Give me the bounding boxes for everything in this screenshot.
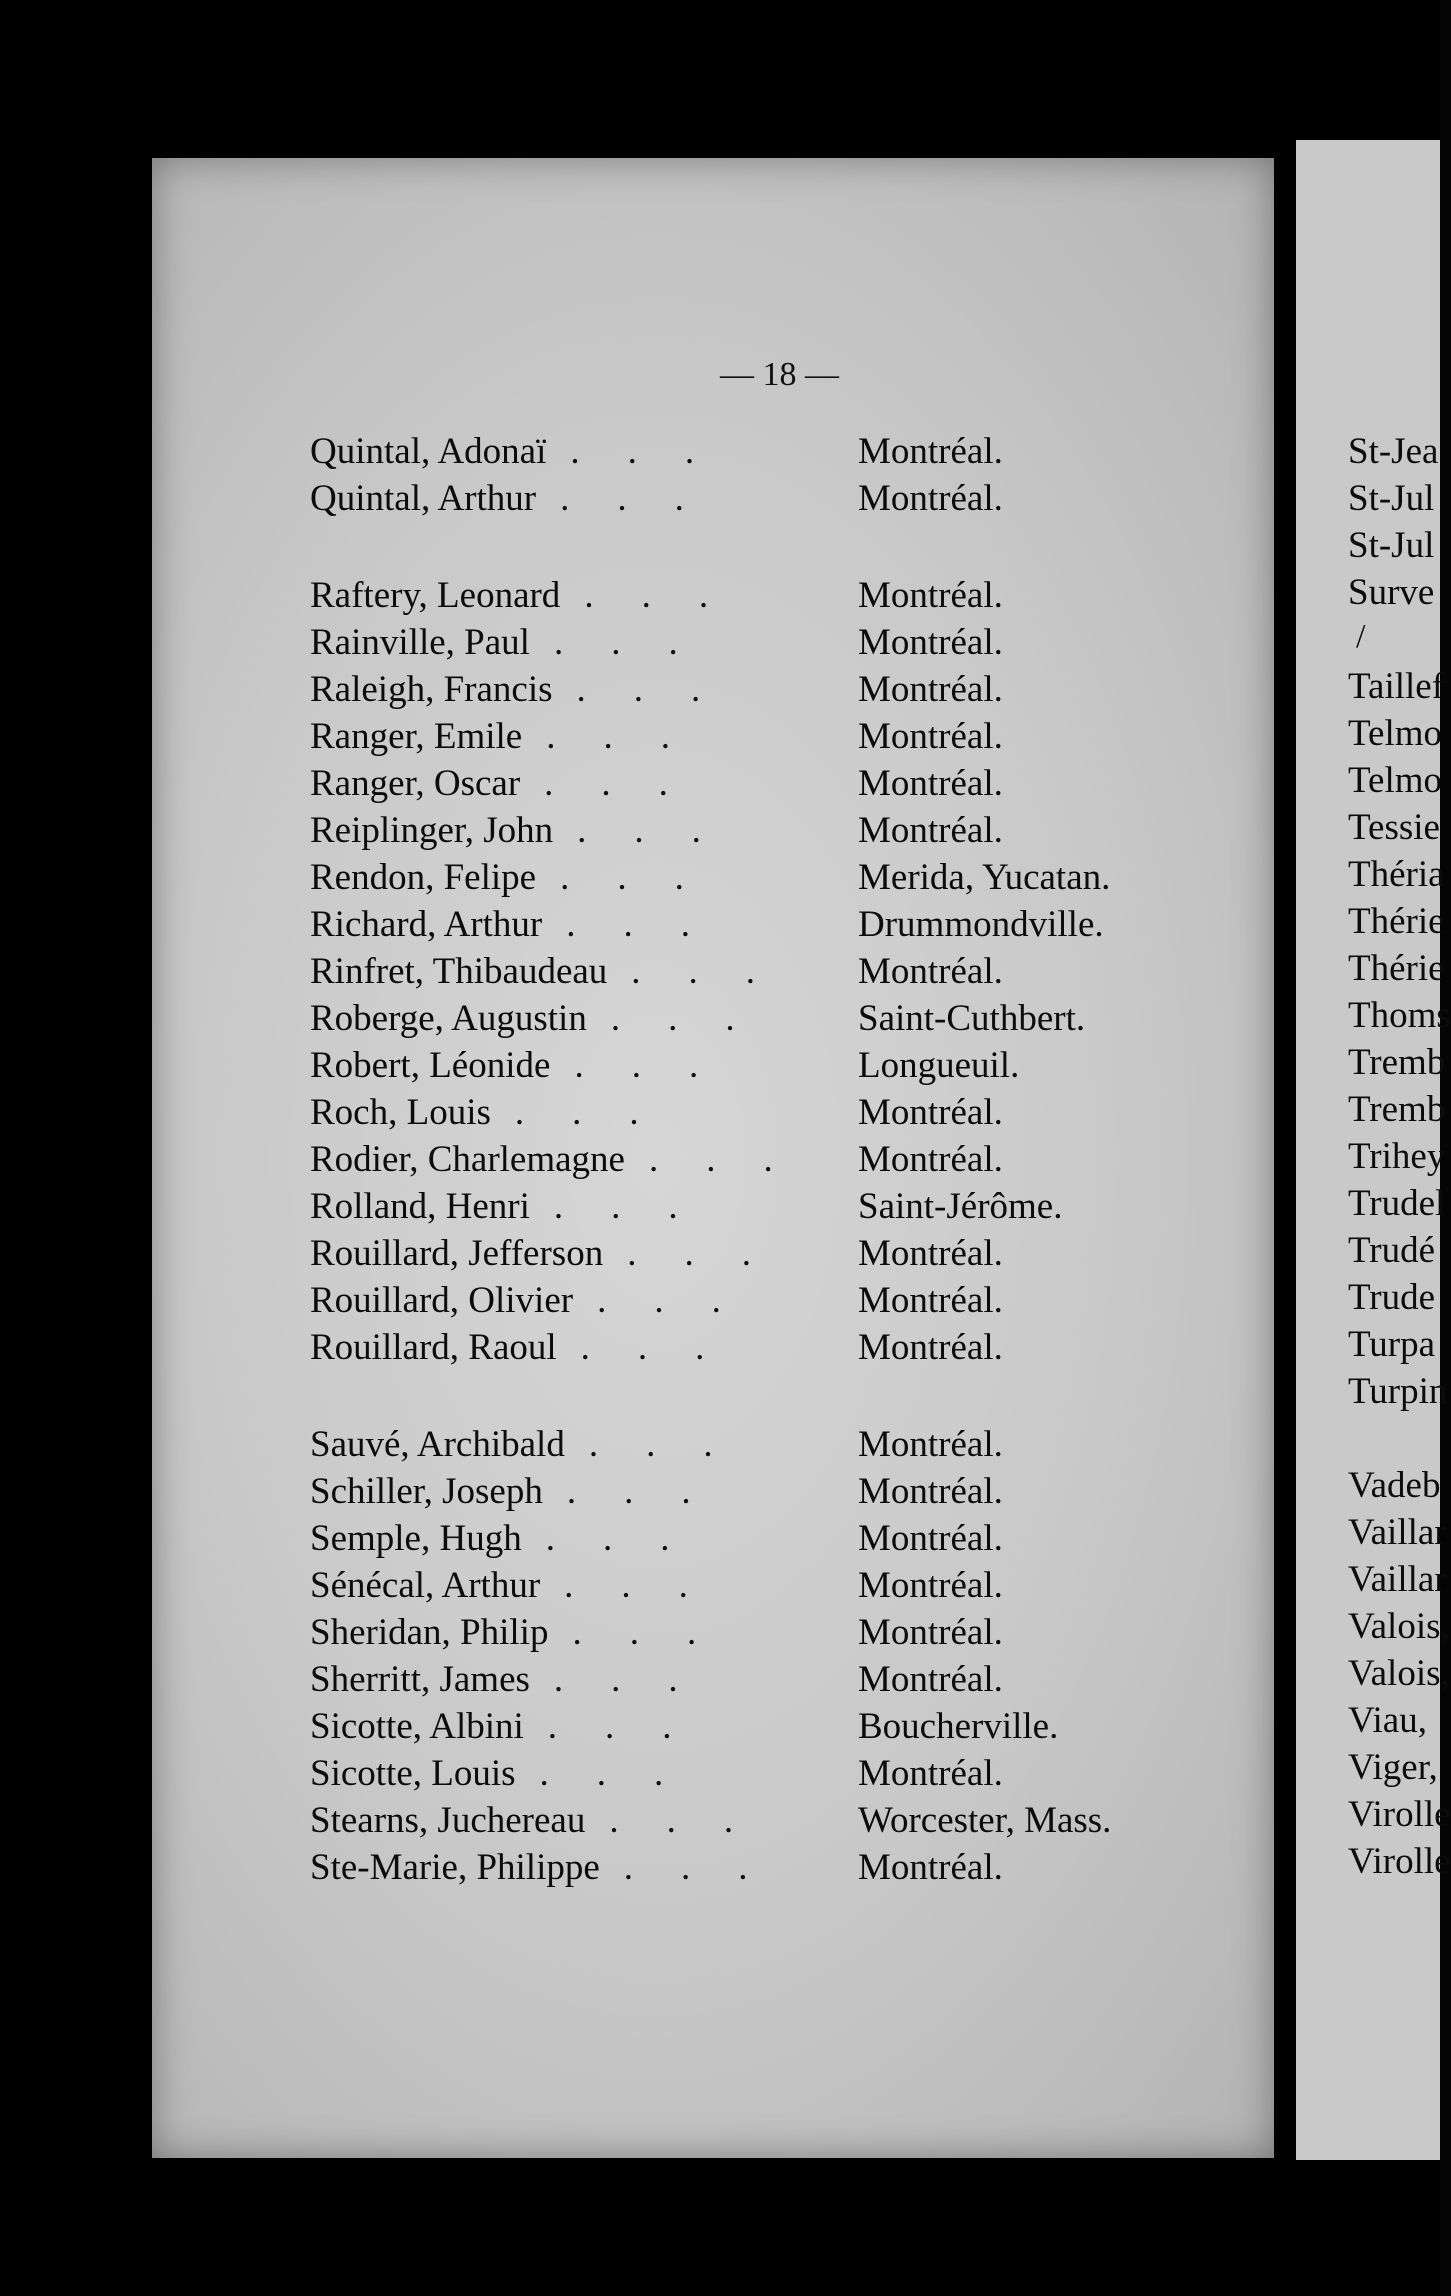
entry-name: Ranger, Emile — [310, 716, 523, 757]
entry-place: Montréal. — [858, 1233, 1003, 1274]
entry-place: Montréal. — [858, 763, 1003, 804]
adjacent-line: Telmo — [1348, 760, 1442, 801]
list-item — [310, 1752, 1240, 1799]
entry-place: Montréal. — [858, 1565, 1003, 1606]
entry-place: Montréal. — [858, 1753, 1003, 1794]
book-gutter — [1274, 140, 1296, 2160]
adjacent-line: Trudel — [1348, 1183, 1446, 1224]
adjacent-line: Turpa — [1348, 1324, 1436, 1365]
entry-place: Montréal. — [858, 1847, 1003, 1888]
list-item — [310, 1279, 1240, 1326]
entry-name: Raleigh, Francis — [310, 669, 553, 710]
dot-leader: ... — [574, 1045, 747, 1086]
entry-name: Stearns, Juchereau — [310, 1800, 586, 1841]
adjacent-line: Telmo — [1348, 713, 1442, 754]
list-item — [310, 950, 1240, 997]
adjacent-line: Tremb — [1348, 1042, 1446, 1083]
list-item — [310, 1091, 1240, 1138]
dot-leader: ... — [623, 1847, 796, 1888]
dot-leader: ... — [560, 857, 732, 898]
adjacent-line: Viger, — [1348, 1747, 1438, 1788]
list-item — [310, 1185, 1240, 1232]
entry-name: Schiller, Joseph — [310, 1471, 543, 1512]
list-item — [310, 1658, 1240, 1705]
entry-name: Sheridan, Philip — [310, 1612, 549, 1653]
list-item — [310, 1705, 1240, 1752]
adjacent-line: Vaillar — [1348, 1559, 1447, 1600]
entry-place: Drummondville. — [858, 904, 1104, 945]
entry-name: Rouillard, Jefferson — [310, 1233, 604, 1274]
entry-place: Montréal. — [858, 478, 1003, 519]
dot-leader: ... — [564, 1565, 736, 1606]
entry-name: Rolland, Henri — [310, 1186, 530, 1227]
adjacent-line: Thérie — [1348, 901, 1445, 942]
list-item — [310, 668, 1240, 715]
entry-name: Ste-Marie, Philippe — [310, 1847, 600, 1888]
list-item — [310, 903, 1240, 950]
adjacent-line: Vadeb — [1348, 1465, 1441, 1506]
dot-leader: ... — [631, 951, 804, 992]
dot-leader: ... — [544, 763, 716, 804]
dot-leader: ... — [553, 1186, 726, 1227]
adjacent-line: Viau, — [1348, 1700, 1427, 1741]
entry-name: Quintal, Arthur — [310, 478, 537, 519]
entry-name: Rouillard, Olivier — [310, 1280, 574, 1321]
adjacent-line: Théria — [1348, 854, 1445, 895]
entry-place: Montréal. — [858, 1424, 1003, 1465]
dot-leader: ... — [514, 1092, 687, 1133]
entry-group — [310, 1423, 1240, 1893]
entry-place: Montréal. — [858, 1659, 1003, 1700]
entry-name: Sherritt, James — [310, 1659, 530, 1700]
adjacent-line: St-Jul — [1348, 525, 1435, 566]
list-item — [310, 1564, 1240, 1611]
list-item — [310, 1044, 1240, 1091]
entry-place: Worcester, Mass. — [858, 1800, 1112, 1841]
entry-place: Saint-Jérôme. — [858, 1186, 1063, 1227]
entry-place: Montréal. — [858, 622, 1003, 663]
dot-leader: ... — [584, 575, 757, 616]
list-item — [310, 809, 1240, 856]
entry-place: Montréal. — [858, 951, 1003, 992]
adjacent-line: Virolle — [1348, 1794, 1451, 1835]
entry-group — [310, 430, 1240, 524]
entry-place: Montréal. — [858, 431, 1003, 472]
entry-place: Boucherville. — [858, 1706, 1059, 1747]
dot-leader: ... — [560, 478, 732, 519]
list-item — [310, 477, 1240, 524]
page-number-text: — 18 — — [720, 356, 839, 393]
list-item — [310, 997, 1240, 1044]
list-item — [310, 1232, 1240, 1279]
adjacent-line: Valois, — [1348, 1653, 1450, 1694]
dot-leader: ... — [546, 716, 718, 757]
adjacent-line: Surve — [1348, 572, 1435, 613]
list-item — [310, 621, 1240, 668]
entry-name: Quintal, Adonaï — [310, 431, 547, 472]
entry-name: Rendon, Felipe — [310, 857, 537, 898]
list-item — [310, 715, 1240, 762]
dot-leader: ... — [566, 1471, 739, 1512]
entry-place: Montréal. — [858, 1612, 1003, 1653]
adjacent-line: Trudé — [1348, 1230, 1436, 1271]
list-item — [310, 856, 1240, 903]
dot-leader: ... — [547, 1706, 720, 1747]
dot-leader: ... — [588, 1424, 761, 1465]
list-item — [310, 1138, 1240, 1185]
entry-place: Merida, Yucatan. — [858, 857, 1111, 898]
dot-leader: ... — [597, 1280, 769, 1321]
adjacent-line: St-Jul — [1348, 478, 1435, 519]
entry-name: Ranger, Oscar — [310, 763, 521, 804]
dot-leader: ... — [610, 998, 783, 1039]
entry-name: Rinfret, Thibaudeau — [310, 951, 608, 992]
entry-name: Semple, Hugh — [310, 1518, 522, 1559]
entry-name: Roch, Louis — [310, 1092, 491, 1133]
entry-place: Montréal. — [858, 716, 1003, 757]
entry-name: Reiplinger, John — [310, 810, 554, 851]
dot-leader: ... — [539, 1753, 712, 1794]
entry-name: Sicotte, Albini — [310, 1706, 524, 1747]
entry-name: Robert, Léonide — [310, 1045, 551, 1086]
dot-leader: ... — [577, 810, 749, 851]
adjacent-page-fragment — [1348, 430, 1451, 1887]
dot-leader: ... — [570, 431, 743, 472]
list-item — [310, 574, 1240, 621]
entry-place: Montréal. — [858, 669, 1003, 710]
list-item — [310, 1470, 1240, 1517]
entry-name: Sénécal, Arthur — [310, 1565, 541, 1606]
dot-leader: ... — [566, 904, 738, 945]
adjacent-line: Trihey — [1348, 1136, 1446, 1177]
entry-name: Rainville, Paul — [310, 622, 530, 663]
list-item — [310, 1326, 1240, 1373]
adjacent-line: Tremb — [1348, 1089, 1446, 1130]
list-item — [310, 762, 1240, 809]
adjacent-line: Trude — [1348, 1277, 1436, 1318]
entry-name: Roberge, Augustin — [310, 998, 587, 1039]
entry-place: Montréal. — [858, 1471, 1003, 1512]
adjacent-line: Tessie — [1348, 807, 1440, 848]
adjacent-line: St-Jea — [1348, 431, 1439, 472]
entry-place: Montréal. — [858, 575, 1003, 616]
entry-place: Montréal. — [858, 1518, 1003, 1559]
dot-leader: ... — [553, 622, 726, 663]
entry-name: Rodier, Charlemagne — [310, 1139, 625, 1180]
entry-name: Richard, Arthur — [310, 904, 543, 945]
adjacent-line: Taillef — [1348, 666, 1445, 707]
entry-place: Montréal. — [858, 1092, 1003, 1133]
list-item — [310, 1517, 1240, 1564]
entry-place: Longueuil. — [858, 1045, 1020, 1086]
entry-name: Raftery, Leonard — [310, 575, 561, 616]
adjacent-line: Turpin — [1348, 1371, 1448, 1412]
list-item — [310, 430, 1240, 477]
adjacent-line: Valois, — [1348, 1606, 1450, 1647]
dot-leader: ... — [576, 669, 749, 710]
list-item — [310, 1799, 1240, 1846]
list-item — [310, 1846, 1240, 1893]
dot-leader: ... — [609, 1800, 782, 1841]
entry-place: Montréal. — [858, 1280, 1003, 1321]
entry-name: Rouillard, Raoul — [310, 1327, 557, 1368]
adjacent-line: Thoms — [1348, 995, 1451, 1036]
adjacent-line: Thérie — [1348, 948, 1445, 989]
entry-place: Montréal. — [858, 810, 1003, 851]
entry-group — [310, 574, 1240, 1373]
dot-leader: ... — [553, 1659, 726, 1700]
dot-leader: ... — [627, 1233, 799, 1274]
name-list — [310, 430, 1240, 1943]
dot-leader: ... — [572, 1612, 745, 1653]
adjacent-line: / — [1356, 618, 1366, 655]
dot-leader: ... — [648, 1139, 821, 1180]
entry-name: Sauvé, Archibald — [310, 1424, 565, 1465]
dot-leader: ... — [545, 1518, 718, 1559]
entry-place: Saint-Cuthbert. — [858, 998, 1086, 1039]
adjacent-line: Virolle — [1348, 1841, 1451, 1882]
adjacent-line — [1348, 1417, 1440, 1464]
dot-leader: ... — [580, 1327, 753, 1368]
entry-place: Montréal. — [858, 1139, 1003, 1180]
list-item — [310, 1611, 1240, 1658]
adjacent-line: Vaillar — [1348, 1512, 1447, 1553]
entry-name: Sicotte, Louis — [310, 1753, 516, 1794]
list-item — [310, 1423, 1240, 1470]
entry-place: Montréal. — [858, 1327, 1003, 1368]
